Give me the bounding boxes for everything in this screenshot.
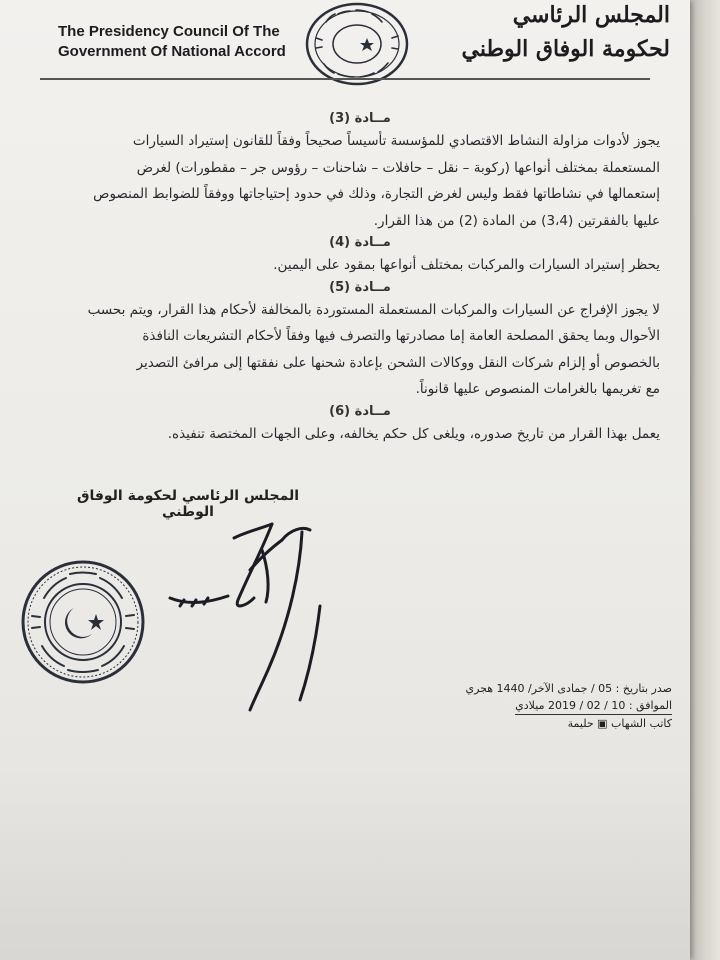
- article-paragraph-line: عليها بالفقرتين (3،4) من المادة (2) من هذا القرار.: [373, 212, 660, 229]
- article-paragraph-line: يعمل بهذا القرار من تاريخ صدوره، ويلغى كل حكم يخالفه، وعلى الجهات المختصة تنفيذه.: [167, 425, 660, 442]
- header-english: [58, 22, 308, 62]
- issue-date-gregorian: الموافق : 10 / 02 / 2019 ميلادي: [515, 697, 672, 715]
- handwritten-signature-icon: [150, 510, 350, 720]
- header-english-line-2: Government Of National Accord: [58, 43, 286, 60]
- article-paragraph-line: لا يجوز الإفراج عن السيارات والمركبات المستعملة المستوردة بالمخالفة لأحكام هذا القرار، ويتم بحسب: [87, 301, 660, 318]
- header-english-line-1: The Presidency Council Of The: [58, 23, 280, 40]
- round-official-stamp-icon: [18, 558, 148, 686]
- issue-date-block: [420, 680, 672, 732]
- article-paragraph-line: المستعملة بمختلف أنواعها (ركوبة – نقل – حافلات – شاحنات – رؤوس جر – مقطورات) لغرض: [136, 159, 660, 176]
- header-divider: [40, 78, 650, 80]
- article-title: مــادة (5): [329, 279, 391, 295]
- decree-body: [60, 110, 660, 447]
- article-5: [60, 279, 660, 403]
- signatory-title: المجلس الرئاسي لحكومة الوفاق الوطني: [76, 488, 300, 520]
- article-paragraph-line: الأحوال وبما يحقق المصلحة العامة إما مصادرتها والتصرف فيها وفقاً لأحكام التشريعات النافذة: [142, 328, 660, 344]
- article-title: مــادة (3): [329, 111, 391, 126]
- article-paragraph-line: إستعمالها في نشاطاتها فقط وليس لغرض التجارة، وذلك في حدود إحتياجاتها ووفقاً للضوابط المنصوص: [93, 186, 660, 202]
- article-paragraph-line: مع تغريمها بالغرامات المنصوص عليها قانوناً.: [415, 381, 660, 397]
- article-3: [60, 110, 660, 234]
- top-emblem-seal-icon: [304, 2, 410, 86]
- article-title: مــادة (4): [329, 235, 391, 250]
- article-paragraph-line: يجوز لأدوات مزاولة النشاط الاقتصادي للمؤسسة تأسيساً صحيحاً وفقاً للقانون إستيراد السيارات: [132, 133, 660, 149]
- article-paragraph-line: يحظر إستيراد السيارات والمركبات بمختلف أنواعها بمقود على اليمين.: [273, 257, 660, 273]
- article-6: [60, 403, 660, 448]
- header-arabic-line-1: المجلس الرئاسي: [512, 2, 670, 28]
- article-title: مــادة (6): [329, 403, 391, 419]
- article-paragraph-line: بالخصوص أو إلزام شركات النقل ووكالات الشحن بإعادة شحنها على نفقتها إلى مرافئ التصدير: [136, 354, 660, 371]
- issue-copy-note: كاتب الشهاب ▣ حليمة: [567, 717, 672, 730]
- header-arabic: [420, 2, 670, 64]
- header-arabic-line-2: لحكومة الوفاق الوطني: [461, 36, 670, 62]
- article-4: [60, 234, 660, 279]
- paper-shadow: [0, 760, 690, 960]
- issue-date-hijri: صدر بتاريخ : 05 / جمادى الآخر/ 1440 هجري: [465, 682, 672, 695]
